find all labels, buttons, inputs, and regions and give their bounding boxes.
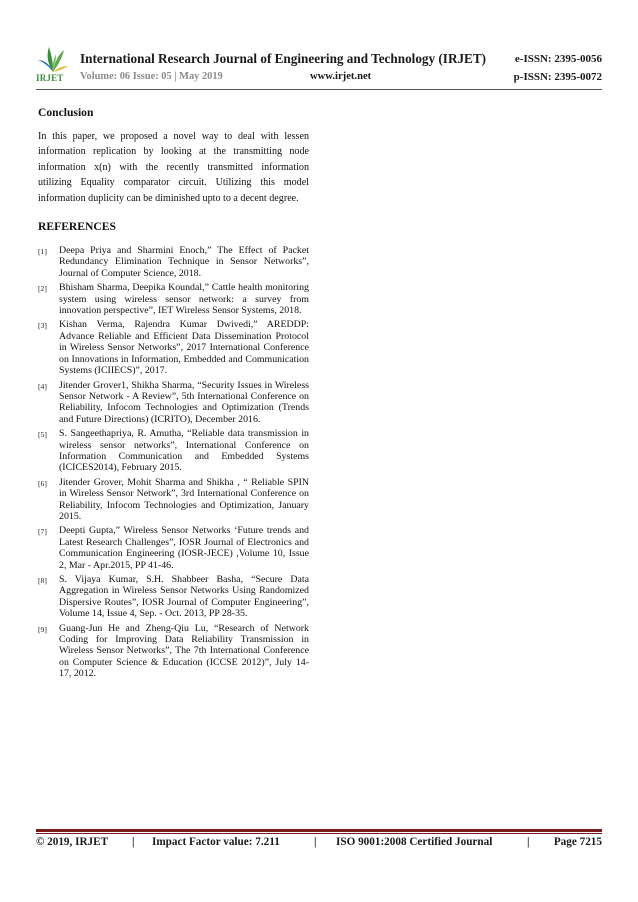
header-divider — [36, 89, 602, 90]
reference-number: [6] — [38, 478, 47, 488]
reference-item — [38, 525, 309, 571]
reference-number: [7] — [38, 527, 47, 537]
reference-number: [2] — [38, 284, 47, 294]
reference-number: [1] — [38, 247, 47, 257]
footer-divider-thin — [36, 833, 602, 834]
reference-text: Bhisham Sharma, Deepika Koundal,” Cattle health monitoring system using wireless sensor network: a survey from innovation perspective”, IET Wireless Sensor Systems, 2018. — [59, 282, 309, 317]
reference-text: Guang-Jun He and Zheng-Qiu Lu, “Research of Network Coding for Improving Data Reliability Transmission in Wireless Sensor Networks”, The 7th International Conference on Computer Science & Education (ICCSE 2012)”, July 14-17, 2012. — [59, 622, 309, 680]
footer-page-number: Page 7215 — [553, 836, 602, 848]
e-issn: e-ISSN: 2395-0056 — [514, 53, 602, 65]
p-issn: p-ISSN: 2395-0072 — [513, 71, 602, 83]
reference-item — [38, 245, 309, 279]
journal-website-link[interactable]: www.irjet.net — [310, 71, 372, 82]
reference-text: Deepa Priya and Sharmini Enoch,” The Effect of Packet Redundancy Elimination Technique in Sensor Networks”, Journal of Computer Science, 2018. — [59, 245, 309, 279]
reference-item — [38, 380, 309, 426]
reference-item — [38, 428, 309, 474]
reference-item — [38, 282, 309, 316]
reference-number: [4] — [38, 381, 47, 391]
reference-item — [38, 477, 309, 523]
references-list — [38, 245, 309, 680]
page-footer — [36, 836, 602, 854]
footer-impact-factor: Impact Factor value: 7.211 — [152, 836, 280, 848]
reference-text: S. Vijaya Kumar, S.H. Shabbeer Basha, “Secure Data Aggregation in Wireless Sensor Networks Using Randomized Dispersive Routes”, IOSR Journal of Computer Engineering”, Volume 14, Issue 4, Sep. - Oct. 2013, PP 28-35. — [59, 574, 309, 620]
conclusion-heading: Conclusion — [38, 106, 94, 119]
footer-separator: | — [527, 836, 530, 848]
volume-issue: Volume: 06 Issue: 05 | May 2019 — [80, 71, 223, 82]
footer-copyright: © 2019, IRJET — [36, 836, 109, 848]
reference-text: Kishan Verma, Rajendra Kumar Dwivedi,” AREDDP: Advance Reliable and Efficient Data Dissemination Protocol in Wireless Sensor Networks”, 2017 International Conference on Innovations in Information, Embedded and Communication Systems (ICIIECS)”, 2017. — [59, 319, 309, 377]
reference-text: Deepti Gupta,” Wireless Sensor Networks ‘Future trends and Latest Research Challenges”, IOSR Journal of Electronics and Communication Engineering (IOSR-JECE) ,Volume 10, Issue 2, Mar - Apr.2015, PP 41-46. — [59, 525, 309, 571]
page-header — [36, 44, 602, 90]
logo-text: IRJET — [36, 73, 64, 83]
footer-separator: | — [314, 836, 317, 848]
reference-text: Jitender Grover1, Shikha Sharma, “Security Issues in Wireless Sensor Network - A Review”, 5th International Conference on Reliability, Infocom Technologies and Optimization (Trends and Future Directions) (ICRITO), December 2016. — [59, 379, 309, 425]
footer-separator: | — [132, 836, 135, 848]
reference-item — [38, 574, 309, 620]
reference-text: S. Sangeethapriya, R. Amutha, “Reliable data transmission in wireless sensor networks”, International Conference on Information Communication and Embedded Systems (ICICES2014), February 2015. — [59, 428, 309, 474]
conclusion-paragraph: In this paper, we proposed a novel way to deal with lessen information replication by looking at the transmitting node information x(n) with the recently transmitted information utilizing Equality comparator circuit. Utilizing this model information duplicity can be diminished upto to a decent degree. — [38, 131, 309, 204]
leaf-logo-icon — [36, 44, 70, 74]
footer-divider-thick — [36, 829, 602, 832]
reference-number: [9] — [38, 624, 47, 634]
reference-number: [5] — [38, 430, 47, 440]
irjet-logo — [36, 44, 70, 86]
left-column — [38, 106, 309, 683]
reference-number: [8] — [38, 576, 47, 585]
references-heading: REFERENCES — [38, 220, 116, 234]
reference-item — [38, 319, 309, 376]
reference-number: [3] — [38, 321, 47, 331]
journal-title: International Research Journal of Engineering and Technology (IRJET) — [80, 51, 487, 66]
footer-iso-certification: ISO 9001:2008 Certified Journal — [336, 836, 493, 848]
reference-item — [38, 623, 309, 680]
reference-text: Jitender Grover, Mohit Sharma and Shikha , “ Reliable SPIN in Wireless Sensor Network”, 3rd International Conference on Reliability, Infocom Technologies and Optimization, January 2015. — [59, 476, 309, 522]
